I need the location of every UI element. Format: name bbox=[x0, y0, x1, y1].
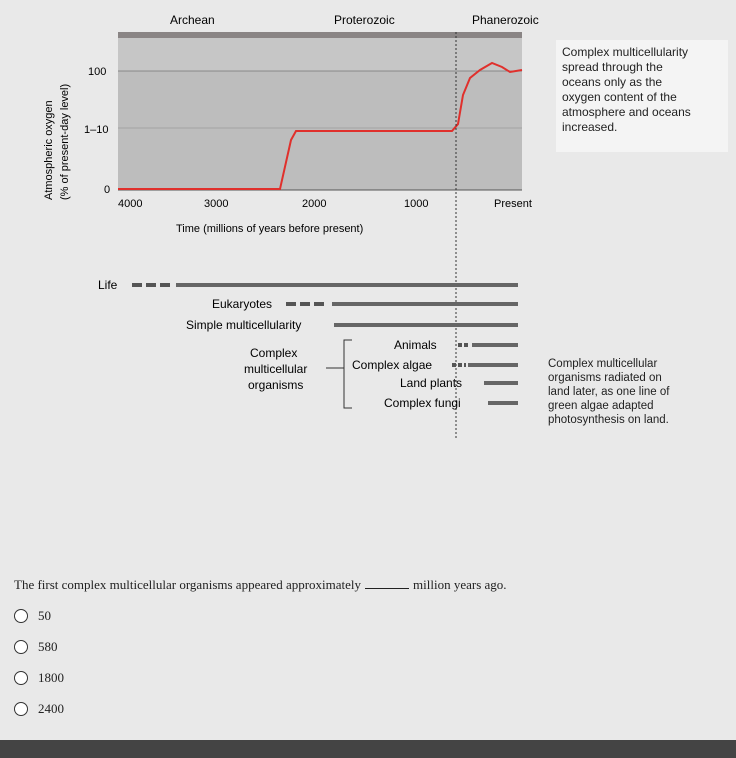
bottom-bar bbox=[0, 740, 736, 758]
y-axis-title-line1: Atmospheric oxygen bbox=[43, 100, 55, 200]
option-50[interactable] bbox=[14, 600, 64, 631]
callout-top-line: oxygen content of the bbox=[562, 90, 677, 104]
x-tick-4000: 4000 bbox=[118, 198, 143, 210]
timeline-label-land-plants: Land plants bbox=[400, 376, 463, 390]
x-tick-2000: 2000 bbox=[302, 198, 327, 210]
radio-button[interactable] bbox=[14, 671, 28, 685]
callout-top-line: oceans only as the bbox=[562, 75, 663, 89]
group-bracket bbox=[344, 340, 352, 408]
callout-top-line: atmosphere and oceans bbox=[562, 105, 691, 119]
option-label: 580 bbox=[38, 638, 58, 654]
answer-blank bbox=[365, 576, 409, 589]
x-tick-present: Present bbox=[494, 198, 532, 210]
callout-bottom-line: green algae adapted bbox=[548, 400, 654, 412]
question-text bbox=[14, 576, 724, 593]
complex-group-line1: Complex bbox=[250, 346, 298, 360]
plot-band-upper bbox=[118, 38, 522, 71]
era-proterozoic: Proterozoic bbox=[334, 13, 395, 27]
callout-bottom-line: land later, as one line of bbox=[548, 386, 670, 398]
timeline-label-complex-algae: Complex algae bbox=[352, 358, 433, 372]
timeline-label-animals: Animals bbox=[394, 338, 437, 352]
callout-bottom bbox=[548, 357, 669, 427]
option-580[interactable] bbox=[14, 631, 64, 662]
callout-top bbox=[562, 45, 691, 135]
radio-button[interactable] bbox=[14, 702, 28, 716]
radio-button[interactable] bbox=[14, 609, 28, 623]
timeline-label-complex-fungi: Complex fungi bbox=[384, 396, 461, 410]
y-tick-0: 0 bbox=[104, 184, 111, 196]
complex-group-line3: organisms bbox=[248, 378, 304, 392]
option-2400[interactable] bbox=[14, 693, 64, 724]
complex-group-line2: multicellular bbox=[244, 362, 308, 376]
x-tick-1000: 1000 bbox=[404, 198, 429, 210]
y-axis-title-line2: (% of present-day level) bbox=[59, 83, 71, 200]
callout-top-line: increased. bbox=[562, 120, 618, 134]
option-label: 1800 bbox=[38, 669, 64, 685]
era-bar bbox=[118, 32, 522, 38]
era-archean: Archean bbox=[170, 13, 215, 27]
option-label: 50 bbox=[38, 607, 51, 623]
timeline-label-eukaryotes: Eukaryotes bbox=[212, 297, 273, 311]
x-tick-3000: 3000 bbox=[204, 198, 229, 210]
question-before: The first complex multicellular organisms appeared approximately bbox=[14, 577, 362, 592]
timeline-label-life: Life bbox=[98, 278, 118, 292]
timeline-label-simple-multicellularity: Simple multicellularity bbox=[186, 318, 302, 332]
era-phanerozoic: Phanerozoic bbox=[472, 13, 539, 27]
x-axis-title: Time (millions of years before present) bbox=[176, 223, 364, 235]
callout-top-line: spread through the bbox=[562, 60, 663, 74]
callout-top-line: Complex multicellularity bbox=[562, 45, 689, 59]
y-tick-1-10: 1–10 bbox=[84, 124, 109, 136]
option-label: 2400 bbox=[38, 700, 64, 716]
question-after: million years ago. bbox=[413, 577, 507, 592]
answer-options bbox=[14, 600, 64, 724]
callout-bottom-line: organisms radiated on bbox=[548, 372, 662, 384]
option-1800[interactable] bbox=[14, 662, 64, 693]
radio-button[interactable] bbox=[14, 640, 28, 654]
callout-bottom-line: Complex multicellular bbox=[548, 358, 658, 370]
y-tick-100: 100 bbox=[88, 66, 107, 78]
callout-bottom-line: photosynthesis on land. bbox=[548, 414, 669, 426]
